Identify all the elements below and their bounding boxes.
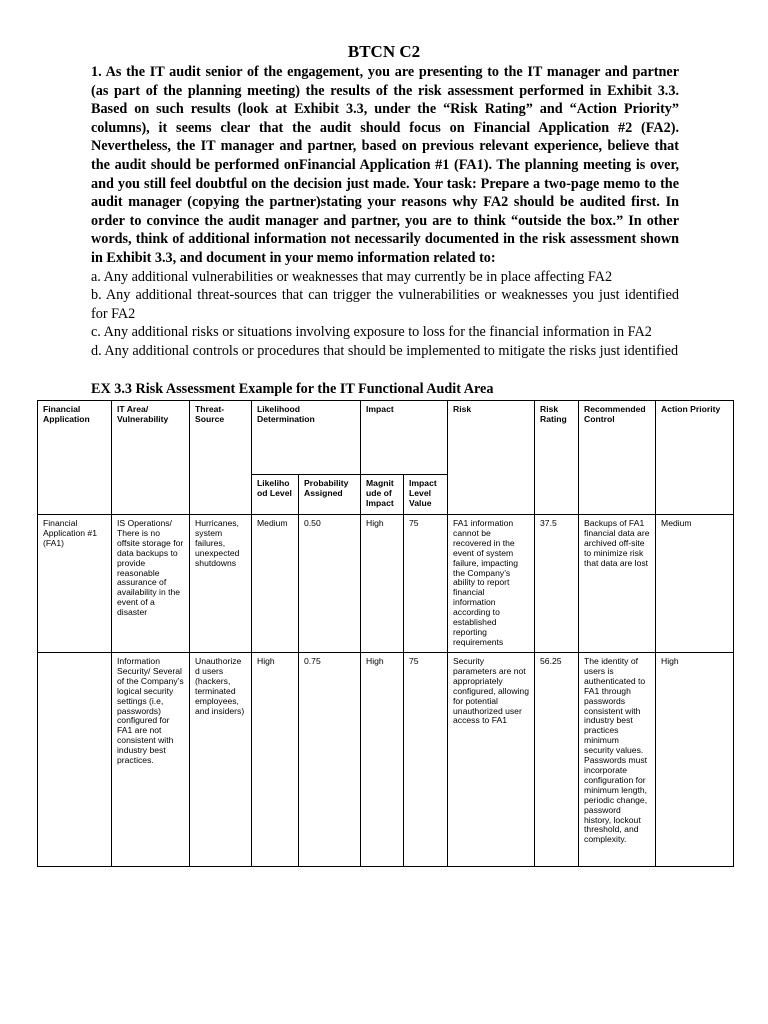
cell-control: The identity of users is authenticated to FA1 through passwords consistent with industry best practices minimum security values. Passwords must incorporate configuration for minimum length, periodic change, password history, lockout threshold, and complexity. <box>579 653 656 867</box>
header-risk: Risk <box>448 401 535 515</box>
cell-priority: High <box>656 653 734 867</box>
question-item-c: c. Any additional risks or situations involving exposure to loss for the financial information in FA2 <box>91 324 652 341</box>
question-main-text: 1. As the IT audit senior of the engagement, you are presenting to the IT manager and partner (as part of the planning meeting) the results of the risk assessment performed in Exhibit 3.3. Based on such results (look at Exhibit 3.3, under the “Risk Rating” and “Action Priority” columns), it seems clear that the audit should focus on Financial Application #2 (FA2). Nevertheless, the IT manager and partner, based on previous relevant experience, believe that the audit should be performed onFinancial Application #1 (FA1). The planning meeting is over, and you still feel doubtful on the decision just made. Your task: Prepare a two-page memo to the audit manager (copying the partner)stating your reasons why FA2 should be audited first. In order to convince the audit manager and partner, you are to think “outside the box.” In other words, think of additional information not necessarily documented in the risk assessment shown in Exhibit 3.3, and document in your memo information related to: <box>91 64 679 266</box>
cell-risk: Security parameters are not appropriately configured, allowing for potential unauthorized user access to FA1 <box>448 653 535 867</box>
cell-risk: FA1 information cannot be recovered in the event of system failure, impacting the Company’s ability to report financial information according to established reporting requirements <box>448 515 535 653</box>
header-threat-source: Threat-Source <box>190 401 252 515</box>
table-header-row <box>38 401 734 475</box>
header-it-area: IT Area/ Vulnerability <box>112 401 190 515</box>
table-row <box>38 515 734 653</box>
cell-impact-value: 75 <box>404 653 448 867</box>
header-probability-assigned: Probability Assigned <box>299 475 361 515</box>
document-title: BTCN C2 <box>347 42 421 61</box>
cell-probability: 0.50 <box>299 515 361 653</box>
cell-threat-source: Unauthorized users (hackers, terminated employees, and insiders) <box>190 653 252 867</box>
question-item-a: a. Any additional vulnerabilities or weaknesses that may currently be in place affecting FA2 <box>91 268 613 285</box>
header-risk-rating: Risk Rating <box>535 401 579 515</box>
question-block <box>91 63 679 361</box>
cell-magnitude: High <box>361 653 404 867</box>
cell-threat-source: Hurricanes, system failures, unexpected shutdowns <box>190 515 252 653</box>
cell-impact-value: 75 <box>404 515 448 653</box>
header-action-priority: Action Priority <box>656 401 734 515</box>
question-item-b: b. Any additional threat-sources that can trigger the vulnerabilities or weaknesses you just identified for FA2 <box>91 287 679 322</box>
question-item-d: d. Any additional controls or procedures that should be implemented to mitigate the risks just identified <box>91 342 679 359</box>
cell-probability: 0.75 <box>299 653 361 867</box>
header-financial-application: Financial Application <box>38 401 112 515</box>
cell-magnitude: High <box>361 515 404 653</box>
cell-risk-rating: 37.5 <box>535 515 579 653</box>
cell-vulnerability: IS Operations/ There is no offsite storage for data backups to provide reasonable assurance of availability in the event of a disaster <box>112 515 190 653</box>
cell-application <box>38 653 112 867</box>
cell-priority: Medium <box>656 515 734 653</box>
cell-vulnerability: Information Security/ Several of the Company’s logical security settings (i.e, passwords) configured for FA1 are not consistent with industry best practices. <box>112 653 190 867</box>
header-impact: Impact <box>361 401 448 475</box>
header-likelihood: Likelihood Determination <box>252 401 361 475</box>
cell-risk-rating: 56.25 <box>535 653 579 867</box>
header-recommended-control: Recommended Control <box>579 401 656 515</box>
header-magnitude-of-impact: Magnitude of Impact <box>361 475 404 515</box>
cell-application: Financial Application #1 (FA1) <box>38 515 112 653</box>
risk-assessment-table <box>37 400 734 867</box>
header-impact-level-value: Impact Level Value <box>404 475 448 515</box>
header-likelihood-level: Likelihood Level <box>252 475 299 515</box>
exhibit-title: EX 3.3 Risk Assessment Example for the IT Functional Audit Area <box>91 381 494 397</box>
table-row <box>38 653 734 867</box>
cell-control: Backups of FA1 financial data are archived off-site to minimize risk that data are lost <box>579 515 656 653</box>
cell-likelihood-level: High <box>252 653 299 867</box>
cell-likelihood-level: Medium <box>252 515 299 653</box>
